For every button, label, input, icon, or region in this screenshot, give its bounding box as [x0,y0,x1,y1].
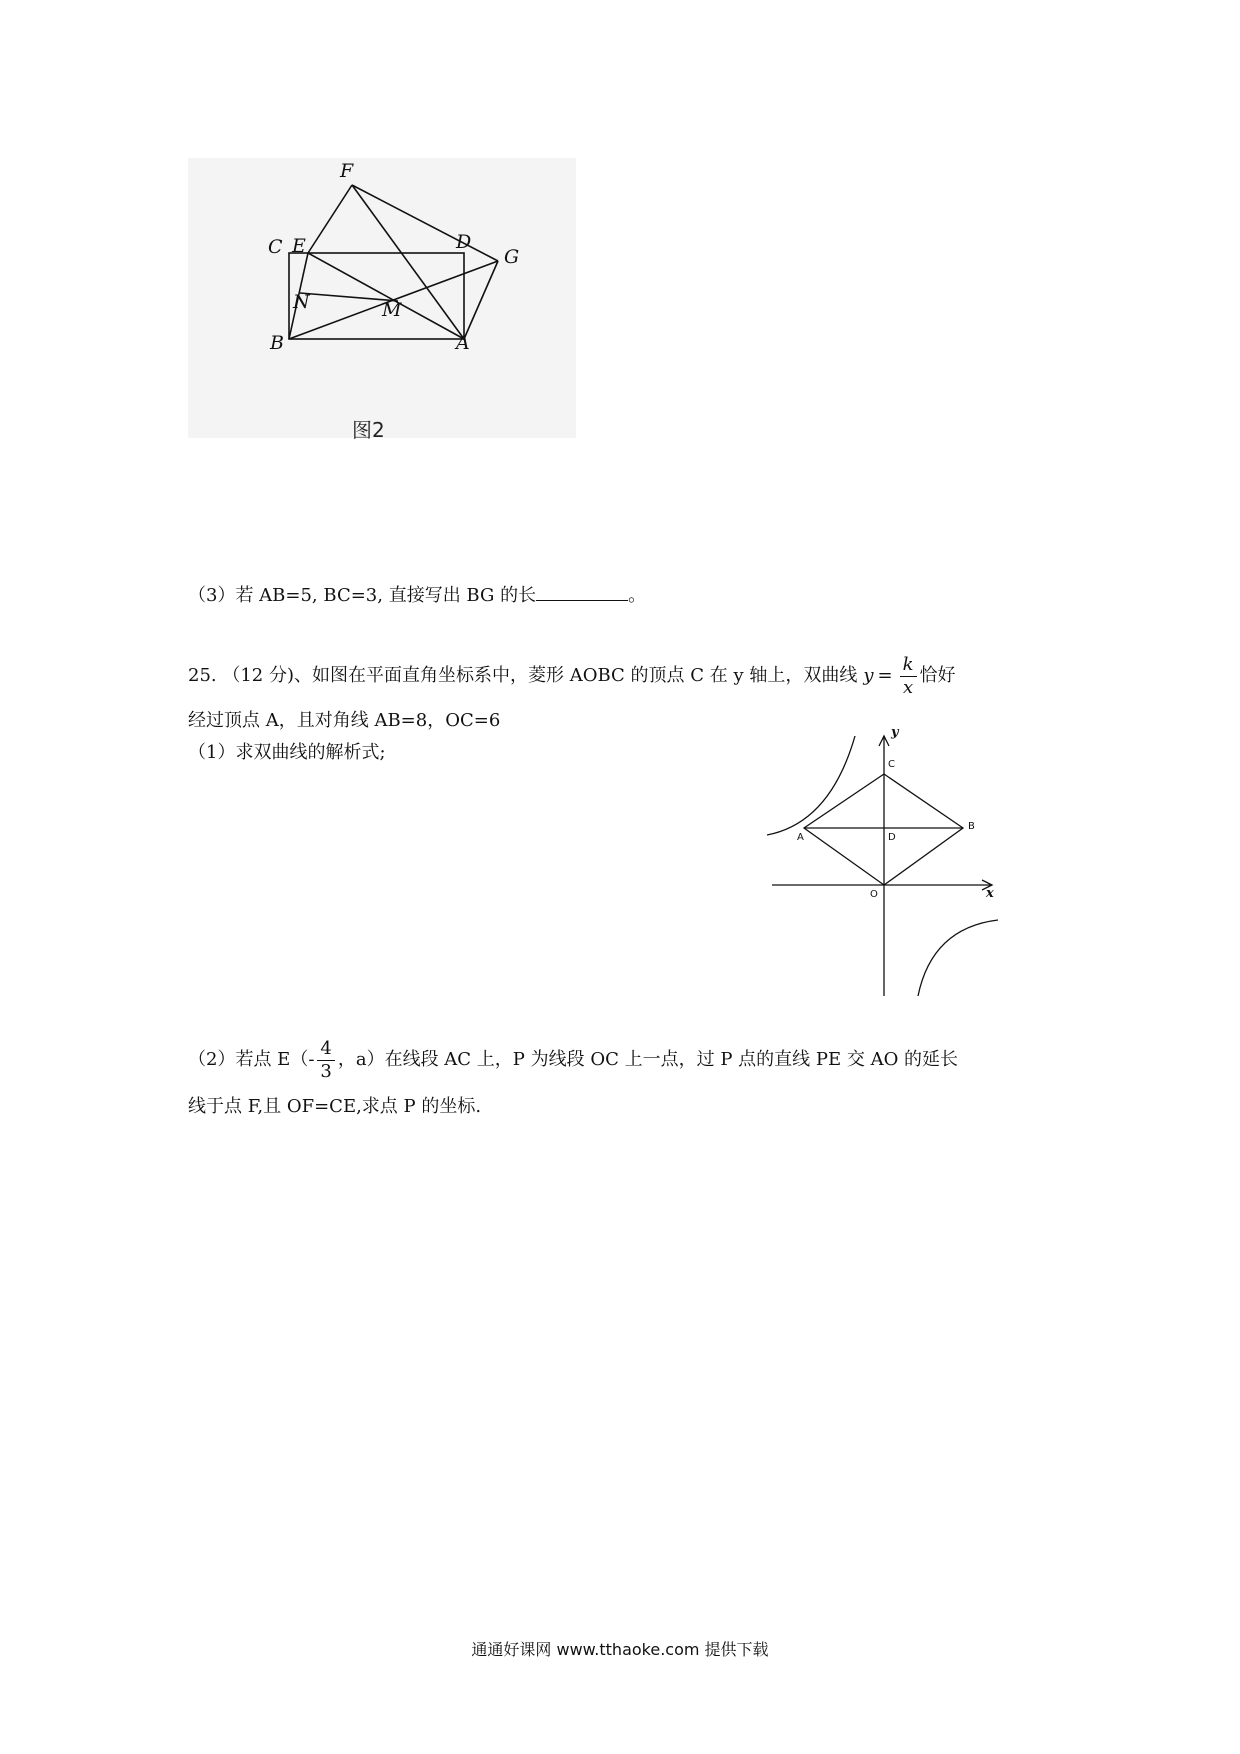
frac-denominator: x [903,676,914,698]
question-24-part-3 [188,584,646,607]
q25-intro-line-2: 经过顶点 A，且对角线 AB=8，OC=6 [188,710,501,731]
q25-intro-text: 25. （12 分)、如图在平面直角坐标系中，菱形 AOBC 的顶点 C 在 y 轴上，双曲线 [188,665,858,686]
coordinate-figure [760,725,1010,996]
hyperbola-branch-right [918,920,998,996]
geometry-figure-1 [188,158,576,442]
point-label-d: D [888,832,896,843]
axis-label-y: y [891,725,899,740]
q25-part-2 [188,1030,958,1090]
axis-label-x: x [986,886,994,901]
figure-1-diagram [188,158,576,438]
segment-fa [352,185,464,339]
point-label-a: A [797,832,804,843]
label-g: G [504,246,520,268]
hyperbola-branch-left [767,736,855,835]
label-b: B [270,332,284,354]
q25-intro-tail: 恰好 [919,665,956,686]
segment-ga [464,261,498,339]
coordinate-diagram [760,728,1010,996]
point-label-o: O [870,889,878,900]
page-footer: 通通好课网 www.tthaoke.com 提供下载 [471,1640,769,1659]
q24-3-text: （3）若 AB=5, BC=3, 直接写出 BG 的长 [188,585,537,606]
label-a: A [456,332,470,354]
q25-part-1: （1）求双曲线的解析式; [188,742,386,763]
equals-sign: = [877,665,893,686]
segment-fg [352,185,498,261]
rectangle-abcd [289,253,464,339]
q25-part2-post: ，a）在线段 AC 上，P 为线段 OC 上一点，过 P 点的直线 PE 交 AO 的延长 [337,1049,959,1070]
q24-3-suffix: 。 [628,585,647,606]
segment-fe [308,185,352,253]
fraction-4-over-3 [317,1038,334,1083]
e-numerator: 4 [317,1038,334,1061]
label-n: N [293,291,310,313]
frac-numerator: k [900,654,917,677]
point-label-c: C [888,759,895,770]
question-25-intro [188,646,956,706]
var-y: y [863,665,874,686]
fraction-k-over-x [900,654,917,699]
label-d: D [456,231,472,253]
point-label-b: B [968,821,975,832]
label-m: M [382,299,402,321]
q25-part-2-line-2: 线于点 F,且 OF=CE,求点 P 的坐标. [188,1096,482,1117]
label-e: E [292,235,306,257]
q25-part2-pre: （2）若点 E（- [188,1049,315,1070]
figure-1-caption: 图2 [352,418,385,442]
label-c: C [268,236,283,258]
label-f: F [340,160,354,182]
e-denominator: 3 [320,1060,332,1082]
answer-blank [536,584,628,601]
